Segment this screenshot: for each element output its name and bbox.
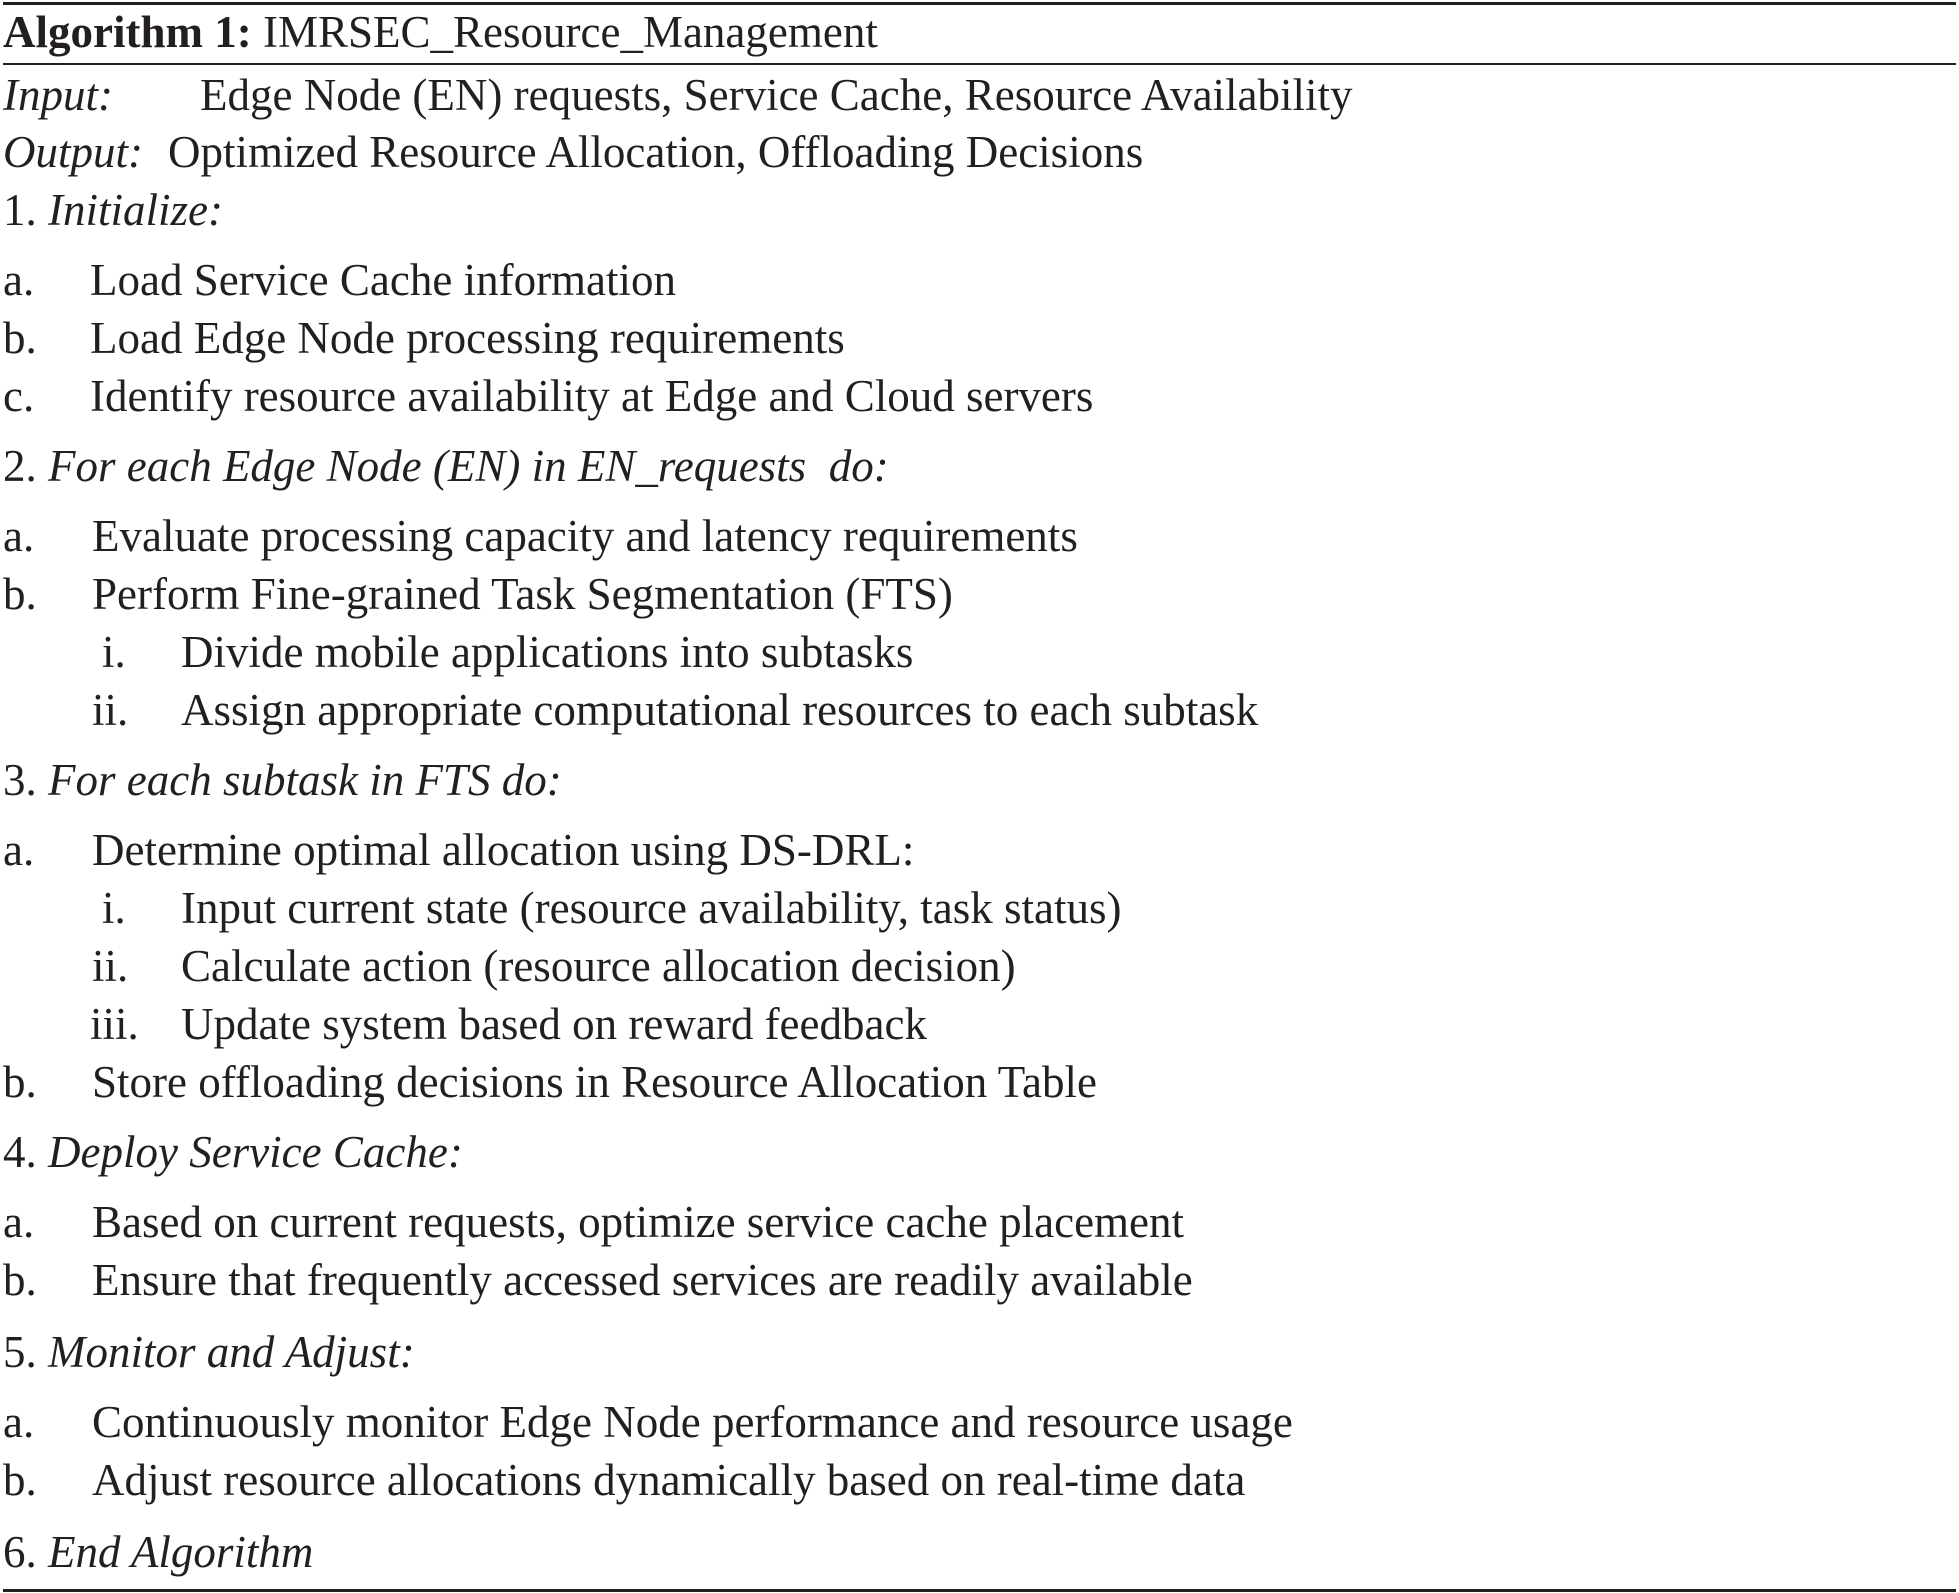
- step-title: Monitor and Adjust:: [48, 1327, 415, 1377]
- step-title: Deploy Service Cache:: [48, 1127, 463, 1177]
- subitem-marker: i.: [102, 883, 126, 933]
- item-text: Load Edge Node processing requirements: [90, 313, 845, 363]
- input-label: Input:: [3, 70, 113, 120]
- subitem-marker: ii.: [92, 941, 129, 991]
- item-marker: b.: [3, 569, 37, 619]
- step-number: 6.: [3, 1527, 37, 1577]
- step-number: 2.: [3, 441, 37, 491]
- step-number: 3.: [3, 755, 37, 805]
- subitem-text: Calculate action (resource allocation decision): [181, 941, 1016, 991]
- step-heading: [3, 1327, 415, 1377]
- step-number: 4.: [3, 1127, 37, 1177]
- item-marker: a.: [3, 1397, 35, 1447]
- subitem-marker: iii.: [90, 999, 139, 1049]
- item-text: Store offloading decisions in Resource Allocation Table: [92, 1057, 1097, 1107]
- item-marker: a.: [3, 255, 35, 305]
- step-heading: [3, 1527, 314, 1577]
- item-marker: a.: [3, 825, 35, 875]
- top-rule: [3, 2, 1956, 5]
- item-text: Adjust resource allocations dynamically based on real-time data: [92, 1455, 1246, 1505]
- item-text: Identify resource availability at Edge and Cloud servers: [90, 371, 1094, 421]
- subitem-marker: ii.: [92, 685, 129, 735]
- item-marker: a.: [3, 1197, 35, 1247]
- bottom-rule: [3, 1589, 1956, 1592]
- header-rule: [3, 63, 1956, 65]
- input-text: Edge Node (EN) requests, Service Cache, Resource Availability: [200, 70, 1353, 120]
- step-heading: [3, 441, 889, 491]
- item-marker: b.: [3, 1057, 37, 1107]
- step-heading: [3, 755, 562, 805]
- item-marker: c.: [3, 371, 35, 421]
- item-text: Determine optimal allocation using DS-DRL:: [92, 825, 915, 875]
- item-marker: b.: [3, 313, 37, 363]
- item-text: Evaluate processing capacity and latency requirements: [92, 511, 1078, 561]
- subitem-text: Update system based on reward feedback: [181, 999, 927, 1049]
- output-label: Output:: [3, 127, 143, 177]
- item-text: Continuously monitor Edge Node performance and resource usage: [92, 1397, 1293, 1447]
- step-title: For each subtask in FTS do:: [48, 755, 562, 805]
- item-text: Load Service Cache information: [90, 255, 677, 305]
- step-title: For each Edge Node (EN) in EN_requests do:: [48, 441, 889, 491]
- item-text: Perform Fine-grained Task Segmentation (FTS): [92, 569, 953, 619]
- subitem-text: Assign appropriate computational resources to each subtask: [181, 685, 1259, 735]
- item-marker: b.: [3, 1255, 37, 1305]
- output-text: Optimized Resource Allocation, Offloading Decisions: [168, 127, 1144, 177]
- step-title: End Algorithm: [48, 1527, 314, 1577]
- item-marker: a.: [3, 511, 35, 561]
- algorithm-header: [3, 7, 878, 57]
- step-heading: [3, 185, 223, 235]
- step-number: 1.: [3, 185, 37, 235]
- item-text: Based on current requests, optimize service cache placement: [92, 1197, 1185, 1247]
- step-heading: [3, 1127, 463, 1177]
- algorithm-name: IMRSEC_Resource_Management: [262, 7, 878, 57]
- subitem-text: Input current state (resource availability, task status): [181, 883, 1122, 933]
- item-marker: b.: [3, 1455, 37, 1505]
- step-number: 5.: [3, 1327, 37, 1377]
- subitem-marker: i.: [102, 627, 126, 677]
- subitem-text: Divide mobile applications into subtasks: [181, 627, 914, 677]
- step-title: Initialize:: [48, 185, 223, 235]
- item-text: Ensure that frequently accessed services are readily available: [92, 1255, 1193, 1305]
- algorithm-label: Algorithm 1:: [3, 7, 252, 57]
